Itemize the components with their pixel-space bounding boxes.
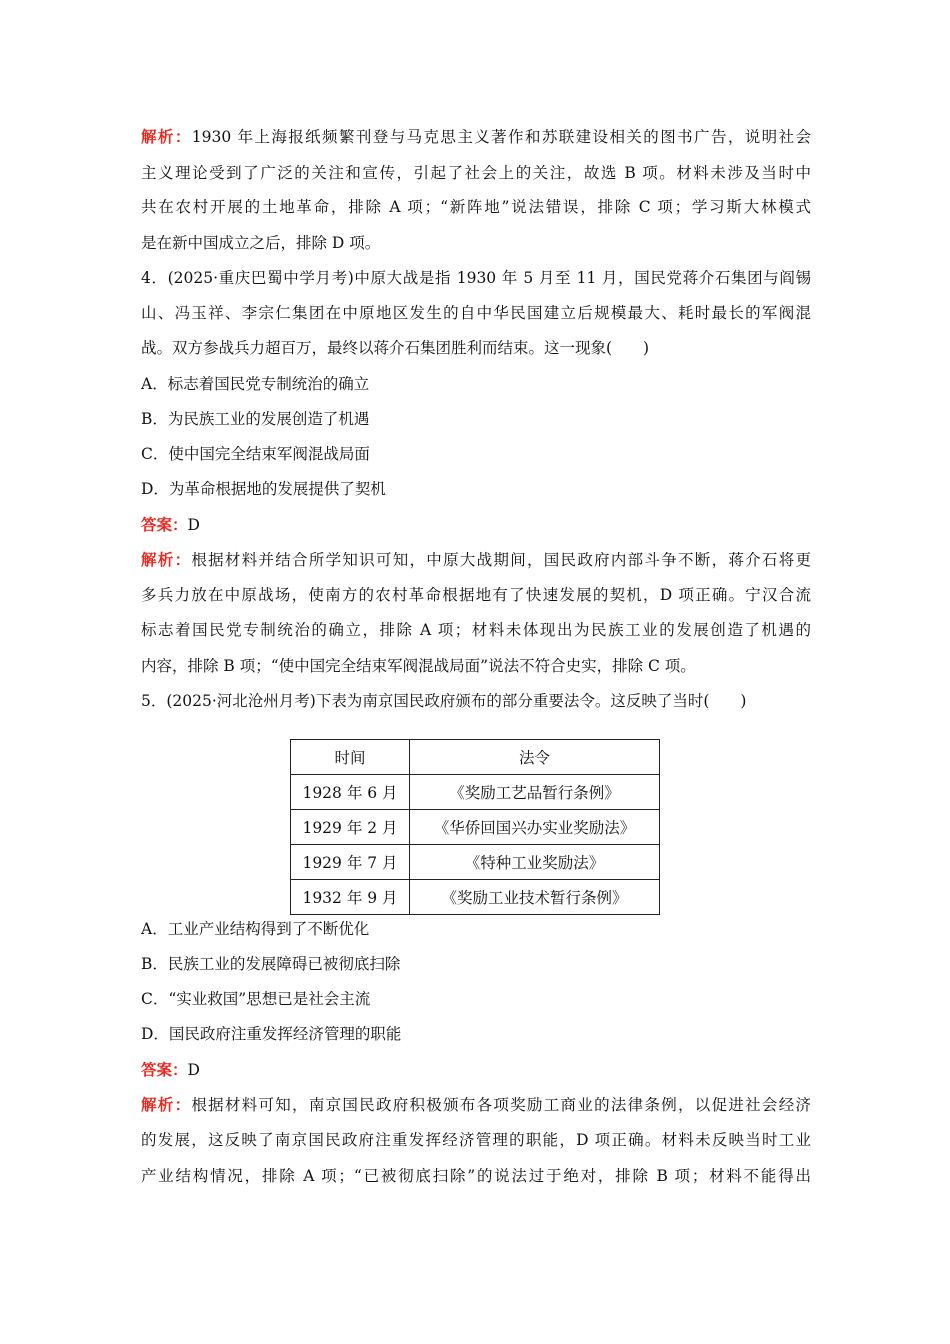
table-cell: 《华侨回国兴办实业奖励法》	[410, 810, 660, 845]
q4-stem-line-1: 4．(2025·重庆巴蜀中学月考)中原大战是指 1930 年 5 月至 11 月，国民党蒋介石集团与阎锡	[141, 269, 811, 287]
table-row	[291, 810, 660, 845]
q4-option-c: C．使中国完全结束军阀混战局面	[141, 445, 370, 463]
table-row	[291, 880, 660, 915]
table-cell: 《奖励工艺品暂行条例》	[410, 775, 660, 810]
q3-analysis-line-2: 主义理论受到了广泛的关注和宣传，引起了社会上的关注，故选 B 项。材料未涉及当时中	[141, 164, 811, 182]
table-cell: 1928 年 6 月	[291, 775, 410, 810]
q5-answer	[141, 1059, 811, 1081]
q4-analysis-line-2: 多兵力放在中原战场，使南方的农村革命根据地有了快速发展的契机，D 项正确。宁汉合流	[141, 586, 811, 604]
table-cell: 《特种工业奖励法》	[410, 845, 660, 880]
answer-label: 答案：	[141, 1060, 188, 1079]
q4-analysis-line-4: 内容，排除 B 项；“使中国完全结束军阀混战局面”说法不符合史实，排除 C 项。	[141, 657, 696, 675]
q3-analysis-line-4: 是在新中国成立之后，排除 D 项。	[141, 234, 381, 252]
analysis-label: 解析：	[141, 550, 192, 569]
q5-analysis-line-2: 的发展，这反映了南京国民政府注重发挥经济管理的职能，D 项正确。材料未反映当时工业	[141, 1131, 811, 1149]
q5-analysis-line-1: 解析：根据材料可知，南京国民政府积极颁布各项奖励工商业的法律条例，以促进社会经济	[141, 1095, 811, 1114]
q4-option-d: D．为革命根据地的发展提供了契机	[141, 480, 386, 498]
table-cell: 1929 年 2 月	[291, 810, 410, 845]
q5-stem: 5．(2025·河北沧州月考)下表为南京国民政府颁布的部分重要法令。这反映了当时( )	[141, 692, 747, 710]
answer-value: D	[187, 1061, 200, 1079]
q5-option-c: C．“实业救国”思想已是社会主流	[141, 990, 371, 1008]
table-cell: 《奖励工业技术暂行条例》	[410, 880, 660, 915]
q3-analysis-line-3: 共在农村开展的土地革命，排除 A 项；“新阵地”说法错误，排除 C 项；学习斯大林模式	[141, 198, 811, 216]
table-row	[291, 845, 660, 880]
answer-label: 答案：	[141, 515, 188, 534]
table-header: 法令	[410, 740, 660, 775]
answer-value: D	[187, 516, 200, 534]
table-header-row	[291, 740, 660, 775]
q3-analysis-line-1: 解析：1930 年上海报纸频繁刊登与马克思主义著作和苏联建设相关的图书广告，说明社会	[141, 127, 811, 146]
analysis-label: 解析：	[141, 127, 192, 146]
q4-option-a: A．标志着国民党专制统治的确立	[141, 375, 370, 393]
q5-option-b: B．民族工业的发展障碍已被彻底扫除	[141, 955, 401, 973]
q4-answer	[141, 514, 811, 536]
q4-stem-line-3: 战。双方参战兵力超百万，最终以蒋介石集团胜利而结束。这一现象( )	[141, 339, 650, 357]
q4-analysis-line-3: 标志着国民党专制统治的确立，排除 A 项；材料未体现出为民族工业的发展创造了机遇的	[141, 621, 811, 639]
q5-option-a: A．工业产业结构得到了不断优化	[141, 920, 370, 938]
analysis-label: 解析：	[141, 1095, 192, 1114]
table-cell: 1929 年 7 月	[291, 845, 410, 880]
q5-option-d: D．国民政府注重发挥经济管理的职能	[141, 1025, 402, 1043]
q4-analysis-line-1: 解析：根据材料并结合所学知识可知，中原大战期间，国民政府内部斗争不断，蒋介石将更	[141, 550, 811, 569]
table-cell: 1932 年 9 月	[291, 880, 410, 915]
q5-analysis-line-3: 产业结构情况，排除 A 项；“已被彻底扫除”的说法过于绝对，排除 B 项；材料不能得出	[141, 1167, 811, 1185]
laws-table	[290, 739, 660, 915]
table-row	[291, 775, 660, 810]
q4-stem-line-2: 山、冯玉祥、李宗仁集团在中原地区发生的自中华民国建立后规模最大、耗时最长的军阀混	[141, 304, 811, 322]
table-header: 时间	[291, 740, 410, 775]
q4-option-b: B．为民族工业的发展创造了机遇	[141, 410, 370, 428]
